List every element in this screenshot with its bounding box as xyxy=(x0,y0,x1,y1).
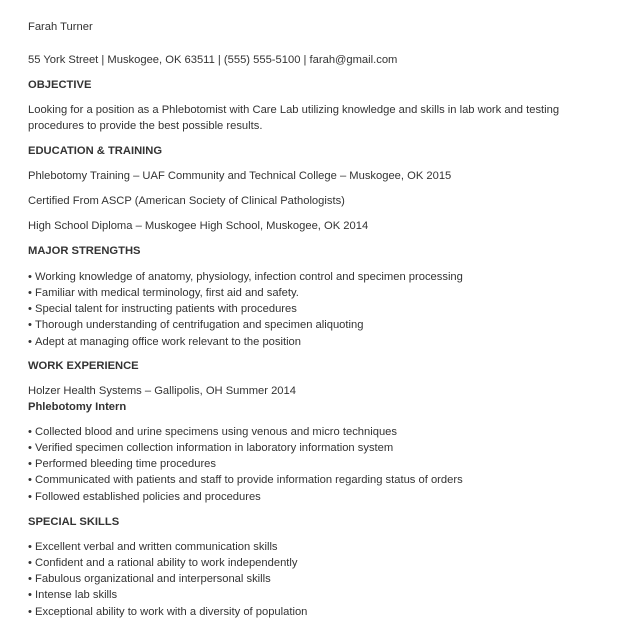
skill-item: • Fabulous organizational and interpersonal skills xyxy=(28,571,271,587)
contact-info: 55 York Street | Muskogee, OK 63511 | (555) 555-5100 | farah@gmail.com xyxy=(28,54,398,66)
skills-heading: SPECIAL SKILLS xyxy=(28,516,120,528)
work-employer: Holzer Health Systems – Gallipolis, OH Summer 2014 xyxy=(28,385,296,397)
skill-item: • Confident and a rational ability to work independently xyxy=(28,555,297,571)
strengths-heading: MAJOR STRENGTHS xyxy=(28,245,141,257)
skill-item: • Excellent verbal and written communication skills xyxy=(28,539,278,555)
education-item: Certified From ASCP (American Society of Clinical Pathologists) xyxy=(28,195,345,207)
strength-item: • Special talent for instructing patients with procedures xyxy=(28,301,297,317)
work-item: • Communicated with patients and staff to provide information regarding status of orders xyxy=(28,472,463,488)
objective-text: Looking for a position as a Phlebotomist with Care Lab utilizing knowledge and skills in lab work and testing procedures to provide the best possible results. xyxy=(28,104,560,132)
education-heading: EDUCATION & TRAINING xyxy=(28,145,163,157)
objective-heading: OBJECTIVE xyxy=(28,79,92,91)
education-item: High School Diploma – Muskogee High School, Muskogee, OK 2014 xyxy=(28,220,369,232)
applicant-name: Farah Turner xyxy=(28,21,93,33)
work-item: • Collected blood and urine specimens using venous and micro techniques xyxy=(28,424,397,440)
skill-item: • Exceptional ability to work with a diversity of population xyxy=(28,604,307,620)
education-item: Phlebotomy Training – UAF Community and Technical College – Muskogee, OK 2015 xyxy=(28,170,452,182)
work-item: • Performed bleeding time procedures xyxy=(28,456,216,472)
strength-item: • Adept at managing office work relevant to the position xyxy=(28,334,301,350)
strength-item: • Thorough understanding of centrifugation and specimen aliquoting xyxy=(28,317,363,333)
strength-item: • Familiar with medical terminology, first aid and safety. xyxy=(28,285,299,301)
work-heading: WORK EXPERIENCE xyxy=(28,360,139,372)
work-item: • Followed established policies and procedures xyxy=(28,489,261,505)
work-item: • Verified specimen collection information in laboratory information system xyxy=(28,440,393,456)
strength-item: • Working knowledge of anatomy, physiology, infection control and specimen processing xyxy=(28,269,463,285)
work-title: Phlebotomy Intern xyxy=(28,401,127,413)
skill-item: • Intense lab skills xyxy=(28,587,117,603)
